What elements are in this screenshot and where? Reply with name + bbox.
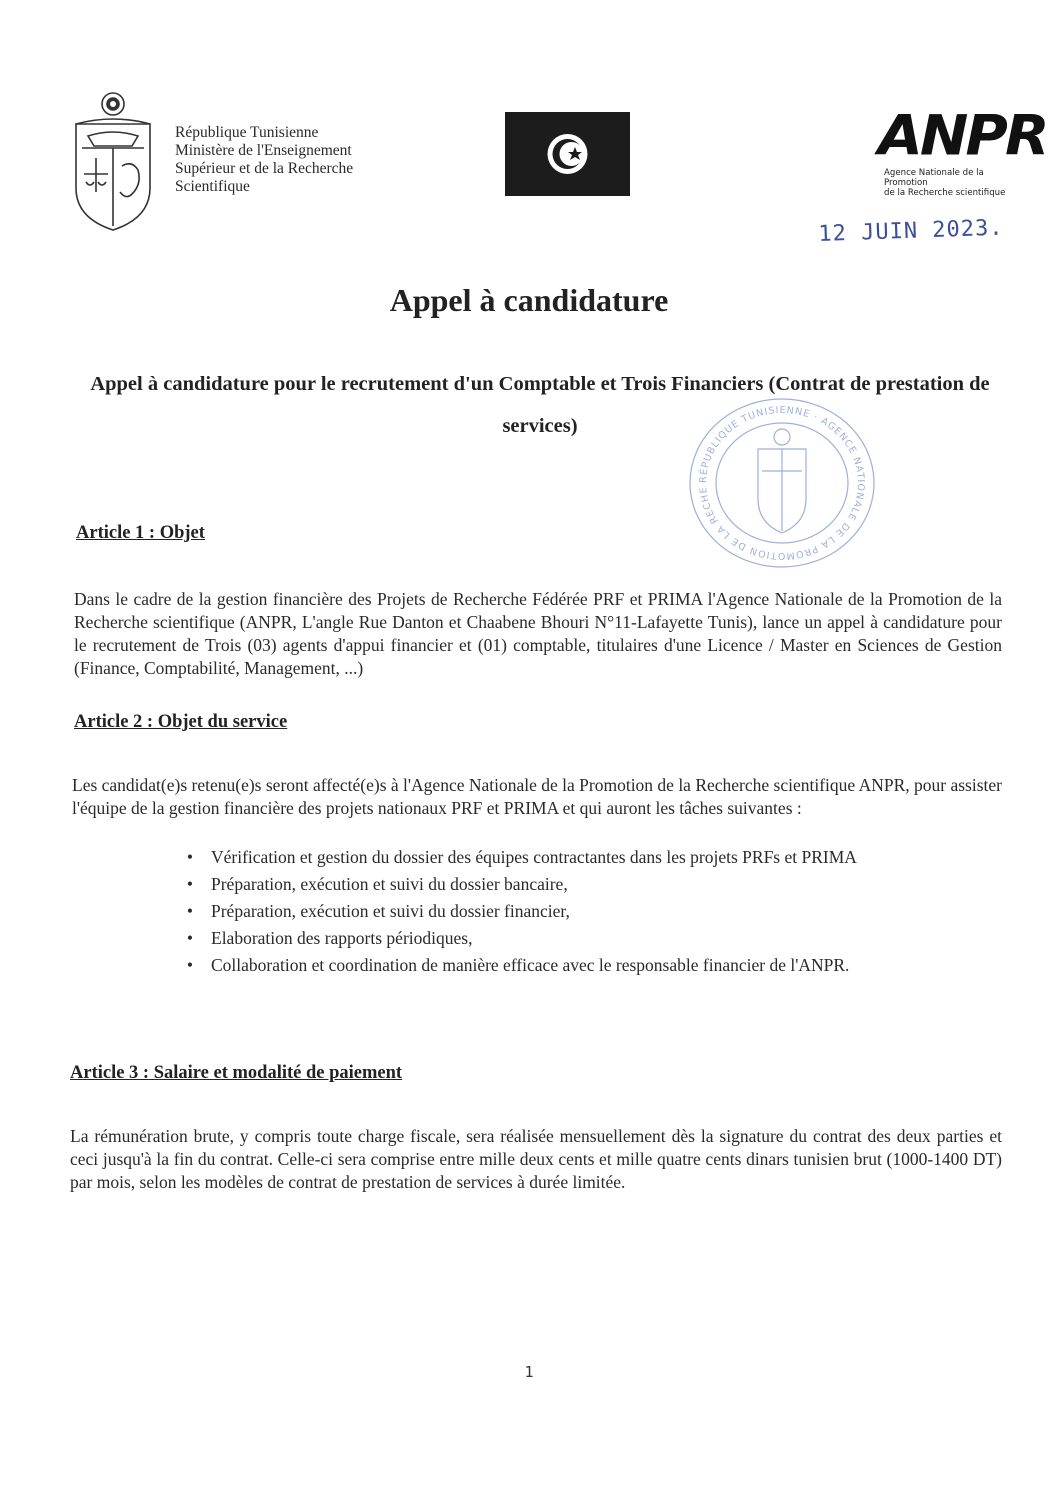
article-1-heading: Article 1 : Objet — [76, 523, 205, 543]
ministry-line: Supérieur et de la Recherche — [175, 160, 354, 177]
page-title: Appel à candidature — [389, 282, 669, 318]
list-item-text: Préparation, exécution et suivi du dossier bancaire, — [211, 874, 568, 894]
list-item-text: Elaboration des rapports périodiques, — [211, 928, 473, 948]
article-3-heading: Article 3 : Salaire et modalité de paiement — [70, 1063, 403, 1083]
page-number: 1 — [524, 1363, 534, 1381]
bullet-icon: • — [186, 847, 194, 867]
list-item — [180, 954, 952, 977]
list-item — [180, 900, 952, 923]
tunisia-coat-of-arms-icon — [68, 88, 158, 234]
ministry-line: Ministère de l'Enseignement — [175, 142, 352, 159]
article-2-heading: Article 2 : Objet du service — [74, 712, 288, 732]
tunisia-flag-icon — [505, 112, 630, 196]
list-item-text: Préparation, exécution et suivi du dossier financier, — [211, 901, 570, 921]
anpr-logo-line: de la Recherche scientifique — [884, 188, 1006, 198]
list-item-text: Vérification et gestion du dossier des équipes contractantes dans les projets PRFs et PRIMA — [211, 847, 857, 867]
list-item — [180, 873, 952, 896]
bullet-icon: • — [186, 928, 194, 948]
list-item — [180, 927, 952, 950]
official-seal-stamp — [684, 395, 880, 570]
seal-text: RÉPUBLIQUE TUNISIENNE · AGENCE NATIONALE DE LA PROMOTION DE LA RECHE — [697, 404, 867, 562]
task-list — [180, 846, 952, 981]
ministry-line: République Tunisienne — [175, 124, 319, 141]
article-2-text: Les candidat(e)s retenu(e)s seront affecté(e)s à l'Agence Nationale de la Promotion de la Recherche scientifique ANPR, pour assister l'équipe de la gestion financière des projets nationaux PRF et PRIMA et qui auront les tâches suivantes : — [72, 775, 1002, 818]
list-item-text: Collaboration et coordination de manière efficace avec le responsable financier de l'ANPR. — [211, 955, 850, 975]
ministry-line: Scientifique — [175, 178, 250, 195]
anpr-logo-mark: ANPR — [878, 103, 1047, 168]
bullet-icon: • — [186, 955, 194, 975]
bullet-icon: • — [186, 874, 194, 894]
anpr-logo — [878, 103, 1047, 198]
page-subtitle: Appel à candidature pour le recrutement d'un Comptable et Trois Financiers (Contrat de prestation de services) — [90, 373, 990, 437]
article-1-text: Dans le cadre de la gestion financière des Projets de Recherche Fédérée PRF et PRIMA l'Agence Nationale de la Promotion de la Recherche scientifique (ANPR, L'angle Rue Danton et Chaabene Bhouri N°11-Lafayette Tunis), lance un appel à candidature pour le recrutement de Trois (03) agents d'appui financier et (01) comptable, titulaires d'une Licence / Master en Sciences de Gestion (Finance, Comptabilité, Management, ...) — [74, 589, 1002, 678]
list-item — [180, 846, 952, 869]
date-stamp: 12 JUIN 2023. — [818, 215, 1004, 247]
article-3-text: La rémunération brute, y compris toute charge fiscale, sera réalisée mensuellement dès la signature du contrat des deux parties et ceci jusqu'à la fin du contrat. Celle-ci sera comprise entre mille deux cents et mille quatre cents dinars tunisien brut (1000-1400 DT) par mois, selon les modèles de contrat de prestation de services à durée limitée. — [70, 1126, 1002, 1192]
anpr-logo-line: Agence Nationale de la Promotion — [884, 168, 984, 188]
bullet-icon: • — [186, 901, 194, 921]
ministry-header — [175, 124, 353, 196]
